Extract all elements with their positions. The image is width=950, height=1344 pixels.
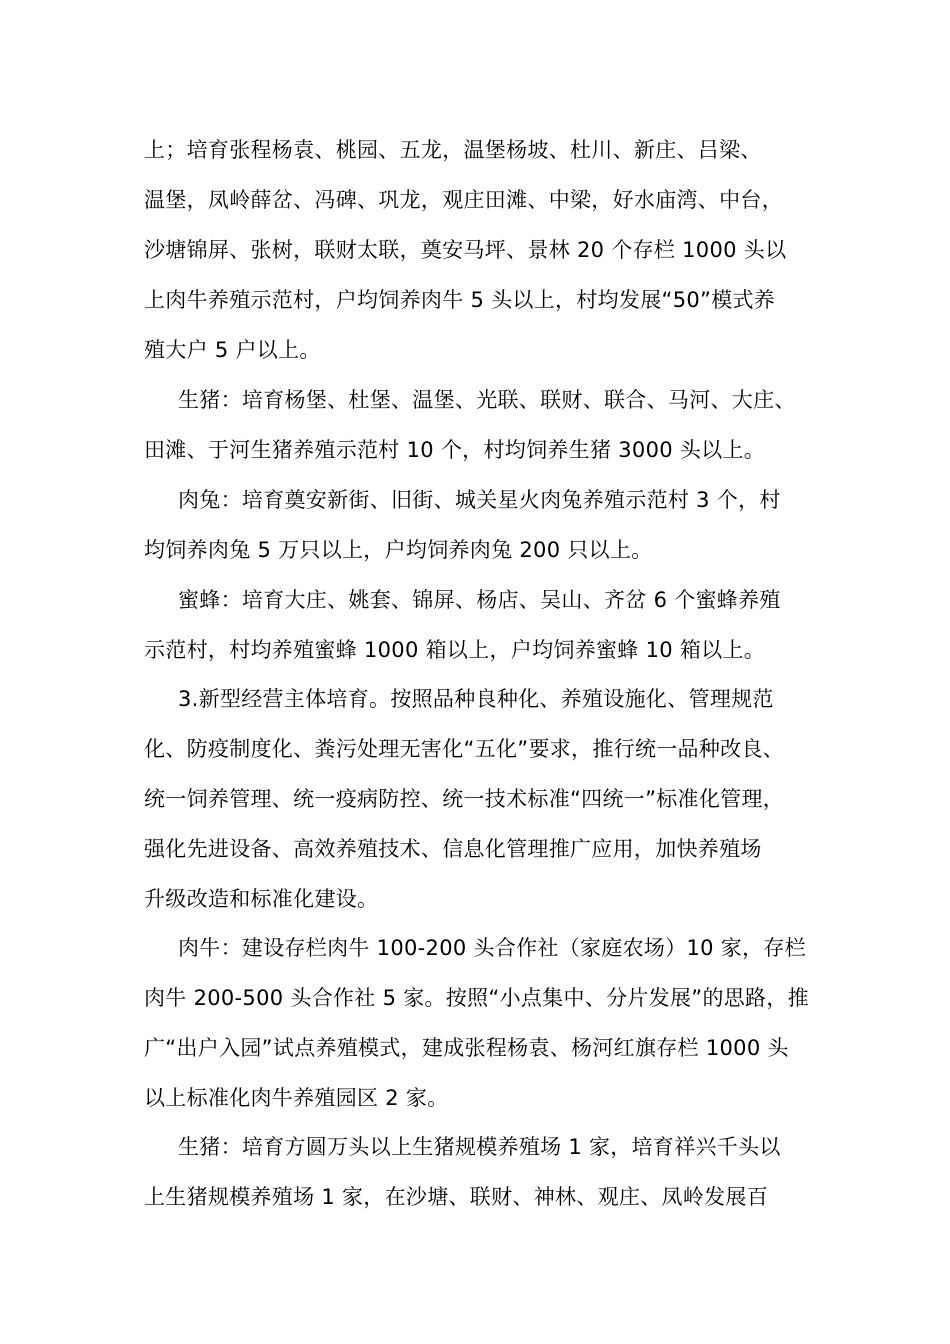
text-line: 殖大户 5 户以上。 (144, 338, 321, 362)
paragraph-start-line: 肉牛：建设存栏肉牛 100-200 头合作社（家庭农场）10 家，存栏 (178, 936, 806, 960)
text-line: 统一饲养管理、统一疫病防控、统一技术标准“四统一”标准化管理， (144, 787, 785, 811)
text-line: 化、防疫制度化、粪污处理无害化“五化”要求，推行统一品种改良、 (144, 737, 785, 761)
text-line: 升级改造和标准化建设。 (144, 887, 379, 911)
text-line: 温堡，凤岭薛岔、冯碑、巩龙，观庄田滩、中梁，好水庙湾、中台， (144, 188, 783, 212)
paragraph-start-line: 生猪：培育方圆万头以上生猪规模养殖场 1 家，培育祥兴千头以 (178, 1135, 781, 1159)
text-line: 肉牛 200-500 头合作社 5 家。按照“小点集中、分片发展”的思路，推 (144, 986, 809, 1010)
text-line: 上；培育张程杨袁、桃园、五龙，温堡杨坡、杜川、新庄、吕梁、 (144, 138, 762, 162)
paragraph-start-line: 生猪：培育杨堡、杜堡、温堡、光联、联财、联合、马河、大庄、 (178, 388, 796, 412)
text-line: 广“出户入园”试点养殖模式，建成张程杨袁、杨河红旗存栏 1000 头 (144, 1036, 789, 1060)
paragraph-start-line: 蜜蜂：培育大庄、姚套、锦屏、杨店、吴山、齐岔 6 个蜜蜂养殖 (178, 588, 781, 612)
text-line: 示范村，村均养殖蜜蜂 1000 箱以上，户均饲养蜜蜂 10 箱以上。 (144, 638, 766, 662)
text-line: 上生猪规模养殖场 1 家，在沙塘、联财、神林、观庄、凤岭发展百 (144, 1185, 769, 1209)
text-line: 田滩、于河生猪养殖示范村 10 个，村均饲养生猪 3000 头以上。 (144, 438, 766, 462)
text-line: 均饲养肉兔 5 万只以上，户均饲养肉兔 200 只以上。 (144, 538, 653, 562)
text-line: 沙塘锦屏、张树，联财太联，奠安马坪、景林 20 个存栏 1000 头以 (144, 238, 787, 262)
text-line: 以上标准化肉牛养殖园区 2 家。 (144, 1086, 449, 1110)
text-line: 强化先进设备、高效养殖技术、信息化管理推广应用，加快养殖场 (144, 837, 762, 861)
paragraph-start-line: 3.新型经营主体培育。按照品种良种化、养殖设施化、管理规范 (178, 687, 774, 711)
text-line: 上肉牛养殖示范村，户均饲养肉牛 5 头以上，村均发展“50”模式养 (144, 288, 776, 312)
paragraph-start-line: 肉兔：培育奠安新街、旧街、城关星火肉兔养殖示范村 3 个，村 (178, 488, 781, 512)
